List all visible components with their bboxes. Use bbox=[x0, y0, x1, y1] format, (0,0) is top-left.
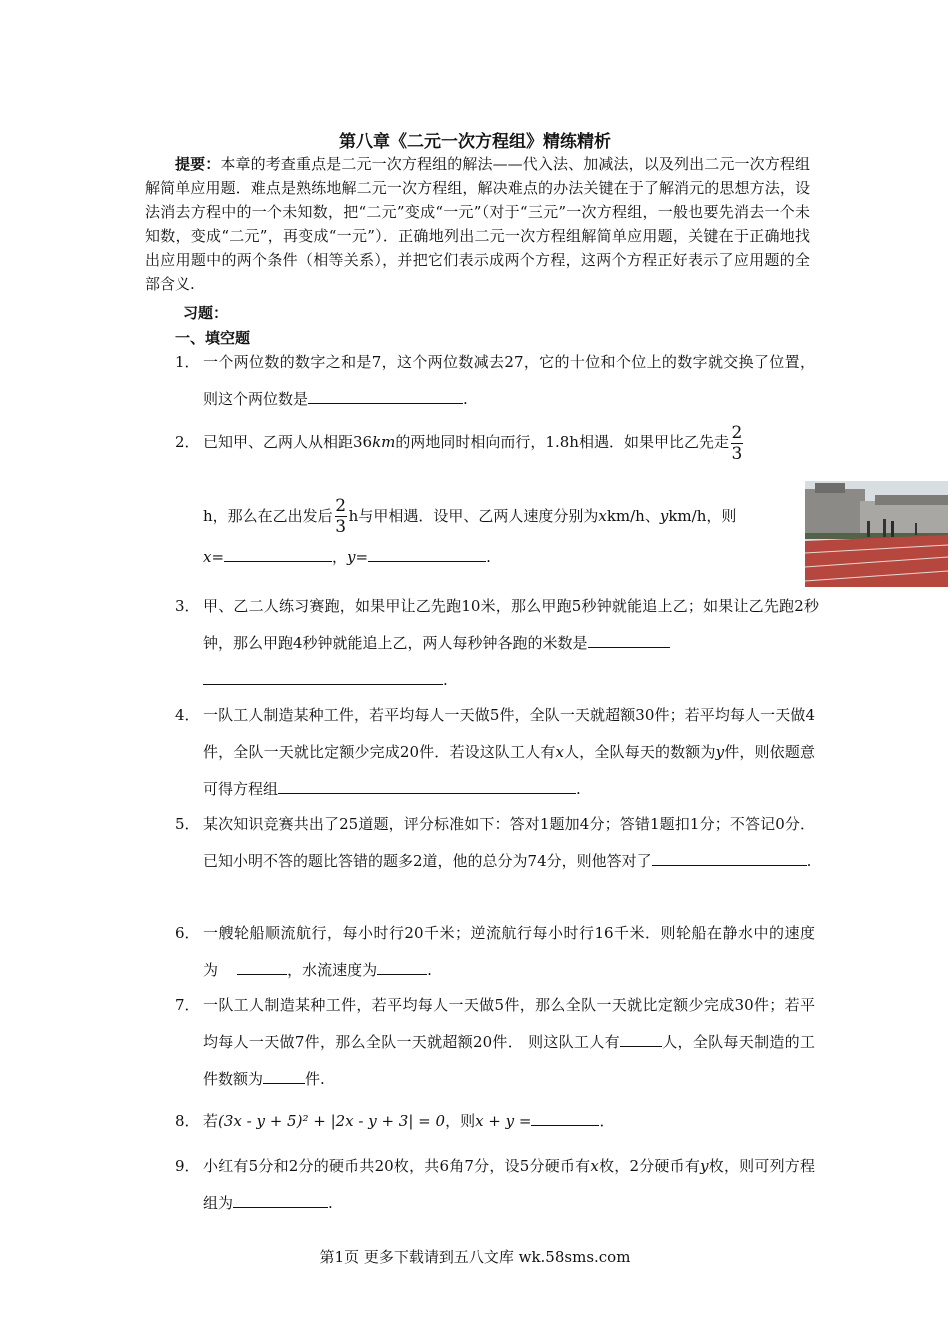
question-text: h，那么在乙出发后 bbox=[203, 506, 333, 525]
question-number: 8． bbox=[175, 1112, 200, 1130]
question-number: 1． bbox=[175, 353, 200, 371]
question-4: 4． 一队工人制造某种工件，若平均每人一天做5件，全队一天就超额30件；若平均每人一天做4件，全队一天就比定额少完成20件．若设这队工人有x人，全队每天的数额为y件，则依题意可得方程组 . bbox=[175, 697, 815, 808]
question-text: 件，则依题意可得方程组 bbox=[203, 743, 815, 798]
variable-y-label: y= bbox=[347, 548, 369, 566]
document-title: 第八章《二元一次方程组》精练精析 bbox=[339, 132, 611, 152]
summary-text: 本章的考查重点是二元一次方程组的解法——代入法、加减法，以及列出二元一次方程组解简单应用题．难点是熟练地解二元一次方程组，解决难点的办法关键在于了解消元的思想方法，设法消去方程中的一个未知数，把“二元”变成“一元”（对于“三元”一次方程组，一般也要先消去一个未知数，变成“二元”，再变成“一元”）．正确地列出二元一次方程组解简单应用题，关键在于正确地找出应用题中的两个条件（相等关系），并把它们表示成两个方程，这两个方程正好表示了应用题的全部含义. bbox=[145, 155, 810, 293]
question-text: km/h，则 bbox=[668, 506, 737, 525]
answer-blank[interactable] bbox=[652, 847, 807, 866]
answer-blank-quota[interactable] bbox=[263, 1065, 305, 1084]
question-number: 3． bbox=[175, 597, 200, 615]
fraction-two-thirds: $\frac{2}{3}$ bbox=[731, 422, 743, 464]
unit-text: km bbox=[372, 433, 396, 451]
answer-blank[interactable] bbox=[588, 629, 670, 648]
question-text: 小红有5分和2分的硬币共20枚，共6角7分，设5分硬币有 bbox=[203, 1157, 591, 1175]
answer-blank-continued[interactable] bbox=[203, 666, 443, 685]
question-2: 2． 已知甲、乙两人从相距36km的两地同时相向而行，1.8h相遇．如果甲比乙先走 $\frac{2}{3}$ h，那么在乙出发后 $\frac{2}{3}$ h与甲相遇．设甲、乙两人速度分别为xkm/h、ykm/h，则 x= ，y= . bbox=[175, 422, 743, 566]
variable-y: y bbox=[659, 506, 669, 525]
question-text: 已知甲、乙两人从相距36 bbox=[203, 433, 373, 451]
question-7: 7． 一队工人制造某种工件，若平均每人一天做5件，那么全队一天就比定额少完成30件；若平均每人一天做7件，那么全队一天就超额20件． 则这队工人有 人，全队每天制造的工件数额为 件. bbox=[175, 987, 815, 1098]
summary-paragraph bbox=[145, 152, 810, 296]
question-text: 一队工人制造某种工件，若平均每人一天做5件，全队一天就超额30件；若平均每人一天做4件，全队一天就比定额少完成20件．若设这队工人有 bbox=[203, 706, 815, 761]
answer-blank-current-speed[interactable] bbox=[377, 956, 427, 975]
answer-blank-x[interactable] bbox=[224, 543, 332, 562]
answer-blank[interactable] bbox=[308, 385, 463, 404]
question-3: 3． 甲、乙二人练习赛跑，如果甲让乙先跑10米，那么甲跑5秒钟就能追上乙；如果让乙先跑2秒钟，那么甲跑4秒钟就能追上乙，两人每秒钟各跑的米数是 . bbox=[175, 588, 815, 699]
question-text: 一队工人制造某种工件，若平均每人一天做5件，那么全队一天就比定额少完成30件；若平均每人一天做7件，那么全队一天就超额20件． 则这队工人有 bbox=[203, 996, 815, 1051]
variable-x: x bbox=[598, 506, 607, 525]
question-text: 枚，则可列方程组为 bbox=[203, 1157, 815, 1212]
question-text: 人，全队每天制造的工件数额为 bbox=[203, 1033, 815, 1088]
question-text: 若 bbox=[203, 1112, 219, 1130]
question-number: 6． bbox=[175, 924, 200, 942]
question-text: 的两地同时相向而行，1.8h相遇．如果甲比乙先走 bbox=[395, 433, 729, 451]
page-footer: 第1页 更多下载请到五八文库 wk.58sms.com bbox=[319, 1248, 631, 1266]
exercises-heading: 习题： bbox=[183, 304, 229, 322]
answer-blank-still-water-speed[interactable] bbox=[237, 956, 287, 975]
question-5: 5． 某次知识竞赛共出了25道题，评分标准如下：答对1题加4分；答错1题扣1分；不答记0分．已知小明不答的题比答错的题多2道，他的总分为74分，则他答对了 . bbox=[175, 806, 815, 880]
question-text: 人，全队每天的数额为 bbox=[563, 743, 716, 761]
question-text: 一个两位数的数字之和是7，这个两位数减去27，它的十位和个位上的数字就交换了位置，则这个两位数是 bbox=[203, 353, 815, 408]
question-text: ，水流速度为 bbox=[287, 961, 378, 979]
running-track-photo bbox=[805, 481, 948, 587]
variable-x: x bbox=[555, 743, 564, 761]
question-number: 5． bbox=[175, 815, 200, 833]
fill-blank-heading: 一、填空题 bbox=[175, 329, 251, 347]
question-text: . bbox=[463, 390, 468, 408]
variable-y: y bbox=[715, 743, 725, 761]
question-text: 甲、乙二人练习赛跑，如果甲让乙先跑10米，那么甲跑5秒钟就能追上乙；如果让乙先跑2秒钟，那么甲跑4秒钟就能追上乙，两人每秒钟各跑的米数是 bbox=[203, 597, 819, 652]
summary-label: 提要： bbox=[175, 155, 221, 173]
question-text: km/h、 bbox=[606, 506, 660, 525]
answer-blank[interactable] bbox=[531, 1107, 599, 1126]
question-6: 6． 一艘轮船顺流航行，每小时行20千米；逆流航行每小时行16千米．则轮船在静水中的速度为 ，水流速度为 . bbox=[175, 915, 815, 989]
question-number: 7． bbox=[175, 996, 200, 1014]
answer-blank[interactable] bbox=[278, 775, 576, 794]
question-1 bbox=[175, 344, 815, 418]
variable-x: x bbox=[590, 1157, 599, 1175]
sum-expression: x + y = bbox=[475, 1112, 532, 1130]
variable-y: y bbox=[700, 1157, 709, 1175]
answer-blank[interactable] bbox=[233, 1189, 328, 1208]
answer-blank-workers[interactable] bbox=[620, 1028, 662, 1047]
question-text: 某次知识竞赛共出了25道题，评分标准如下：答对1题加4分；答错1题扣1分；不答记0分．已知小明不答的题比答错的题多2道，他的总分为74分，则他答对了 bbox=[203, 815, 815, 870]
fraction-two-thirds: $\frac{2}{3}$ bbox=[335, 496, 347, 537]
question-text: h与甲相遇．设甲、乙两人速度分别为 bbox=[348, 506, 599, 525]
question-text: 枚，2分硬币有 bbox=[598, 1157, 701, 1175]
equation-expression: (3x - y + 5)² + |2x - y + 3| = 0 bbox=[218, 1112, 446, 1130]
question-9: 9． 小红有5分和2分的硬币共20枚，共6角7分，设5分硬币有x枚，2分硬币有y枚，则可列方程组为 . bbox=[175, 1148, 815, 1222]
question-number: 9． bbox=[175, 1157, 200, 1175]
answer-blank-y[interactable] bbox=[368, 543, 486, 562]
question-number: 2． bbox=[175, 433, 200, 451]
question-number: 4． bbox=[175, 706, 200, 724]
variable-x-label: x= bbox=[203, 548, 225, 566]
question-text: 一艘轮船顺流航行，每小时行20千米；逆流航行每小时行16千米．则轮船在静水中的速度为 bbox=[203, 924, 815, 979]
question-8: 8． 若(3x - y + 5)² + |2x - y + 3| = 0，则x + y = ． bbox=[175, 1101, 815, 1141]
